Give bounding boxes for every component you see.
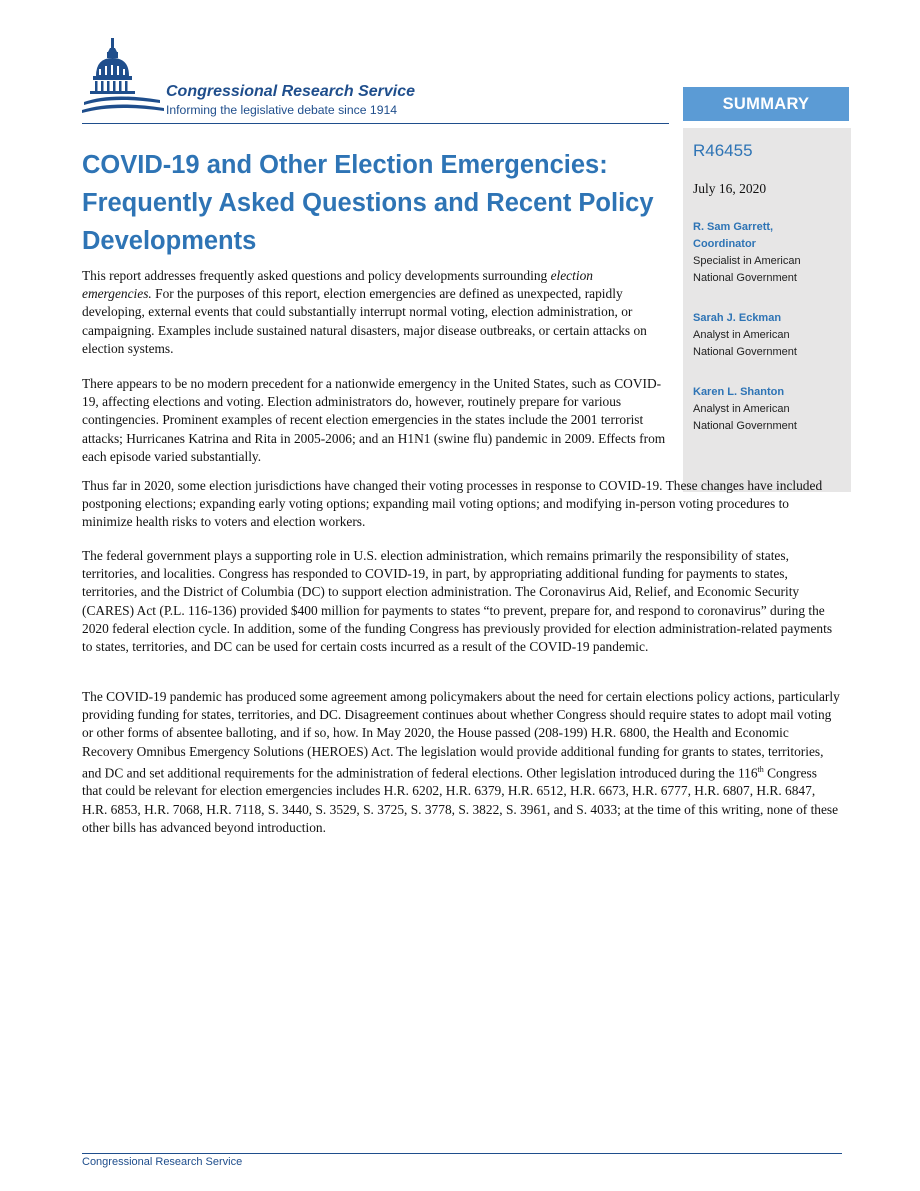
summary-tab: SUMMARY xyxy=(683,87,849,121)
author-name: Sarah J. Eckman xyxy=(693,312,782,324)
paragraph-text: Congress that could be relevant for election emergencies includes H.R. 6202, H.R. 6379, H.R. 6512, H.R. 6673, H.R. 6777, H.R. 6807, H.R. 6847, H.R. 6853, H.R. 7068, H.R. 7118, S. 3440, S. 3529, S. 3725, S. 3778, S. 3822, S. 3961, and S. 4033; at the time of this writing, none of these other bills has advanced beyond introduction. xyxy=(82,765,839,835)
author-entry xyxy=(693,219,801,287)
author-title-line: National Government xyxy=(693,346,797,358)
paragraph-text: For the purposes of this report, election emergencies are defined as unexpected, rapidly developing, external events that could substantially interrupt normal voting, election administration, or campaigning. Examples include sustained natural disasters, major disease outbreaks, or certain attacks on election systems. xyxy=(82,286,647,356)
author-title-line: National Government xyxy=(693,272,797,284)
emphasis-text: election emergencies. xyxy=(82,268,593,302)
capitol-dome-icon xyxy=(82,36,164,122)
summary-paragraph: The federal government plays a supporting role in U.S. election administration, which remains primarily the responsibility of states, territories, and localities. Congress has responded to COVID-19, in part, by appropriating additional funding for payments to states, territories, and the District of Columbia (DC) to support election administration. The Coronavirus Aid, Relief, and Economic Security (CARES) Act (P.L. 116-136) provided $400 million for payments to states “to prevent, prepare for, and respond to coronavirus” during the 2020 federal election cycle. In addition, some of the funding Congress has previously provided for election administration-related payments to states, territories, and DC can be used for certain costs incurred as a result of the COVID-19 pandemic. xyxy=(82,548,833,655)
ordinal-suffix: th xyxy=(757,764,764,774)
org-name: Congressional Research Service xyxy=(166,83,416,100)
author-entry xyxy=(693,384,797,435)
author-name: R. Sam Garrett, xyxy=(693,221,774,233)
report-title: COVID-19 and Other Election Emergencies: Frequently Asked Questions and Recent Policy Developments xyxy=(82,151,654,255)
author-title-line: Specialist in American xyxy=(693,255,801,267)
author-title-line: Analyst in American xyxy=(693,403,790,415)
author-title-line: National Government xyxy=(693,420,797,432)
summary-paragraph xyxy=(82,688,840,837)
summary-paragraph xyxy=(82,267,666,358)
footer-divider xyxy=(82,1153,842,1154)
author-name: Karen L. Shanton xyxy=(693,386,785,398)
org-tagline: Informing the legislative debate since 1914 xyxy=(166,103,398,117)
summary-paragraph: There appears to be no modern precedent for a nationwide emergency in the United States, such as COVID-19, affecting elections and voting. Election administrators do, however, routinely prepare for various contingencies. Prominent examples of recent election emergencies in the states include the 2001 terrorist attacks; Hurricanes Katrina and Rita in 2005-2006; and an H1N1 (swine flu) pandemic in 2009. Effects from each episode varied substantially. xyxy=(82,376,666,464)
report-number: R46455 xyxy=(693,141,753,160)
author-title-line: Analyst in American xyxy=(693,329,790,341)
author-coordinator-label: Coordinator xyxy=(693,238,756,250)
summary-paragraph: Thus far in 2020, some election jurisdictions have changed their voting processes in response to COVID-19. These changes have included postponing elections; expanding early voting options; expanding mail voting options; and modifying in-person voting procedures to minimize health risks to voters and election workers. xyxy=(82,478,823,530)
paragraph-text: This report addresses frequently asked questions and policy developments surrounding xyxy=(82,268,551,283)
footer-org-name: Congressional Research Service xyxy=(82,1156,243,1168)
author-entry xyxy=(693,310,797,361)
paragraph-text: The COVID-19 pandemic has produced some agreement among policymakers about the need for certain elections policy actions, particularly providing funding for states, territories, and DC. Disagreement continues about whether Congress should require states to adopt mail voting or other forms of absentee balloting, and if so, how. In May 2020, the House passed (208-199) H.R. 6800, the Health and Economic Recovery Omnibus Emergency Solutions (HEROES) Act. The legislation would provide additional funding for grants to states, territories, and DC and set additional requirements for the administration of federal elections. Other legislation introduced during the 116 xyxy=(82,689,840,781)
header-divider xyxy=(82,123,669,124)
report-date: July 16, 2020 xyxy=(693,181,767,196)
